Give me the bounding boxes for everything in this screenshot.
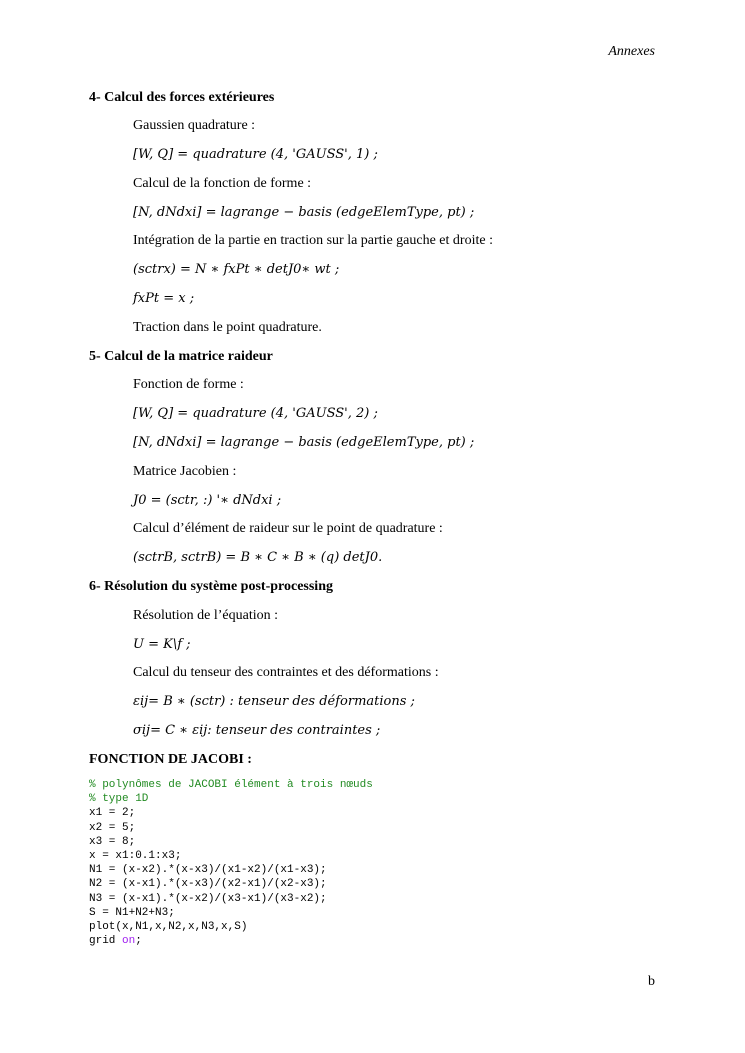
s5-formula-quadrature: [W, Q] = quadrature (4, 'GAUSS', 2) ;: [133, 406, 378, 421]
s5-formula-stiffness: (sctrB, sctrB) = B ∗ C ∗ B ∗ (q) detJ0.: [133, 550, 383, 565]
code-line: N1 = (x-x2).*(x-x3)/(x1-x2)/(x1-x3);: [89, 864, 327, 877]
code-line: x2 = 5;: [89, 821, 136, 834]
s4-formula-sctrx: (sctrx) = N ∗ fxPt ∗ detJ0∗ wt ;: [133, 262, 340, 277]
code-semicolon: ;: [135, 935, 142, 948]
s4-formula-lagrange: [N, dNdxi] = lagrange − basis (edgeElemType, pt) ;: [133, 205, 475, 220]
code-line: x1 = 2;: [89, 807, 136, 820]
s4-line-8: Traction dans le point quadrature.: [133, 320, 322, 335]
code-grid-command: grid: [89, 935, 116, 948]
section-5-title: 5- Calcul de la matrice raideur: [89, 349, 273, 364]
code-comment-2: % type 1D: [89, 793, 149, 806]
code-comment-1: % polynômes de JACOBI élément à trois nœuds: [89, 779, 373, 791]
s6-formula-stress: σij= C ∗ εij: tenseur des contraintes ;: [133, 723, 381, 738]
s5-line-6: Calcul d’élément de raideur sur le point de quadrature :: [133, 521, 443, 536]
s5-line-1: Fonction de forme :: [133, 377, 244, 392]
s6-formula-solve: U = K\f ;: [133, 637, 191, 652]
code-keyword-on: on: [122, 935, 136, 948]
code-line: x3 = 8;: [89, 835, 136, 848]
s4-line-1: Gaussien quadrature :: [133, 118, 256, 133]
s4-line-3: Calcul de la fonction de forme :: [133, 176, 312, 191]
s6-formula-strain: εij= B ∗ (sctr) : tenseur des déformations ;: [133, 694, 415, 709]
page-number: b: [648, 974, 655, 989]
running-header: Annexes: [608, 44, 655, 59]
code-line: N2 = (x-x1).*(x-x3)/(x2-x1)/(x2-x3);: [89, 878, 327, 891]
s4-formula-quadrature: [W, Q] = quadrature (4, 'GAUSS', 1) ;: [133, 147, 378, 162]
s6-line-1: Résolution de l’équation :: [133, 608, 279, 623]
s4-line-5: Intégration de la partie en traction sur la partie gauche et droite :: [133, 233, 493, 248]
section-6-title: 6- Résolution du système post-processing: [89, 579, 333, 594]
code-line-grid: [89, 934, 373, 948]
code-listing: [89, 778, 373, 948]
code-line: x = x1:0.1:x3;: [89, 850, 182, 863]
code-line: plot(x,N1,x,N2,x,N3,x,S): [89, 921, 248, 934]
section-4-title: 4- Calcul des forces extérieures: [89, 90, 275, 105]
s4-formula-fxpt: fxPt = x ;: [133, 291, 195, 306]
code-line: N3 = (x-x1).*(x-x2)/(x3-x1)/(x3-x2);: [89, 892, 327, 905]
s6-line-3: Calcul du tenseur des contraintes et des déformations :: [133, 665, 439, 680]
s5-formula-lagrange: [N, dNdxi] = lagrange − basis (edgeElemType, pt) ;: [133, 435, 475, 450]
s5-line-4: Matrice Jacobien :: [133, 464, 237, 479]
s5-formula-jacobian: J0 = (sctr, :) '∗ dNdxi ;: [133, 493, 282, 508]
code-line: S = N1+N2+N3;: [89, 906, 175, 919]
jacobi-title: FONCTION DE JACOBI :: [89, 752, 252, 767]
